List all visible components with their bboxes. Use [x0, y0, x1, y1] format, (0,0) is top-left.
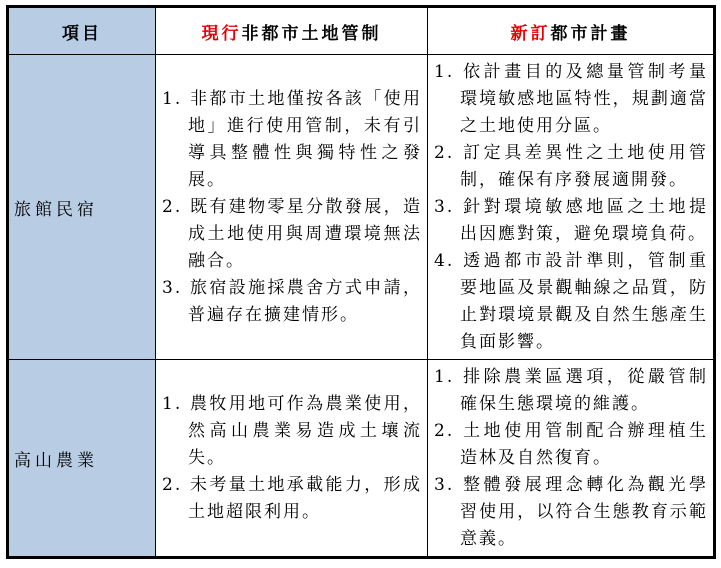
- hotel-new-plan-cell: [428, 55, 715, 360]
- list-item: 2. 土地使用管制配合辦理植生造林及自然復育。: [434, 420, 708, 468]
- list-item: 3. 整體發展理念轉化為觀光學習使用，以符合生態教育示範意義。: [434, 474, 708, 549]
- list-item: 3. 旅宿設施採農舍方式申請，普遍存在擴建情形。: [162, 277, 422, 325]
- row-label-hotel-bnb: 旅館民宿: [8, 55, 156, 360]
- header-current-rest: 非都市土地管制: [241, 23, 382, 44]
- list-item: 1. 依計畫目的及總量管制考量環境敏感地區特性，規劃適當之土地使用分區。: [434, 61, 708, 136]
- land-use-comparison-table: [6, 5, 716, 559]
- list-item: 4. 透過都市設計準則，管制重要地區及景觀軸線之品質，防止對環境景觀及自然生態產生負面影響。: [434, 250, 708, 352]
- agriculture-new-plan-cell: [428, 360, 715, 558]
- list-item: 1. 非都市土地僅按各該「使用地」進行使用管制，未有引導具整體性與獨特性之發展。: [162, 88, 422, 190]
- header-current-highlight: 現行: [201, 23, 242, 44]
- header-current-regulation: [156, 7, 428, 55]
- list-item: 3. 針對環境敏感地區之土地提出因應對策，避免環境負荷。: [434, 196, 708, 244]
- header-new-rest: 都市計畫: [550, 23, 631, 44]
- table-row-hotel-bnb: [8, 55, 715, 360]
- list-item: 1. 排除農業區選項，從嚴管制確保生態環境的維護。: [434, 366, 708, 414]
- header-row: [8, 7, 715, 55]
- header-item-column: 項目: [8, 7, 156, 55]
- header-new-plan: [428, 7, 715, 55]
- hotel-current-regulation-cell: [156, 55, 428, 360]
- row-label-alpine-agriculture: 高山農業: [8, 360, 156, 558]
- agriculture-current-regulation-cell: [156, 360, 428, 558]
- list-item: 1. 農牧用地可作為農業使用，然高山農業易造成土壤流失。: [162, 393, 422, 468]
- list-item: 2. 訂定具差異性之土地使用管制，確保有序發展適開發。: [434, 142, 708, 190]
- table-row-alpine-agriculture: [8, 360, 715, 558]
- header-new-highlight: 新訂: [510, 23, 551, 44]
- list-item: 2. 既有建物零星分散發展，造成土地使用與周遭環境無法融合。: [162, 196, 422, 271]
- list-item: 2. 未考量土地承載能力，形成土地超限利用。: [162, 474, 422, 522]
